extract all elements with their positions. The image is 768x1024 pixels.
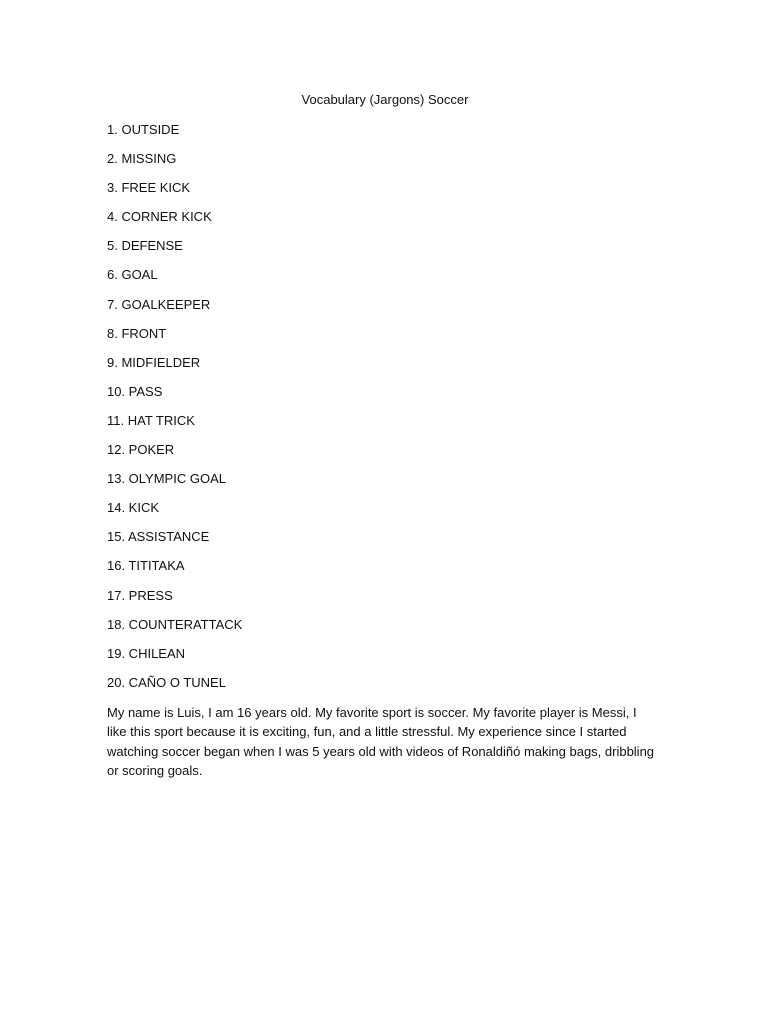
- vocabulary-item: 16. TITITAKA: [107, 558, 185, 574]
- vocabulary-item: 15. ASSISTANCE: [107, 529, 210, 545]
- body-paragraph: My name is Luis, I am 16 years old. My favorite sport is soccer. My favorite player is Messi, I like this sport because it is exciting, fun, and a little stressful. My experience since I started watching soccer began when I was 5 years old with videos of Ronaldiñó making bags, dribbling or scoring goals.: [107, 705, 655, 778]
- vocabulary-item: 9. MIDFIELDER: [107, 354, 201, 370]
- vocabulary-item: 4. CORNER KICK: [107, 209, 212, 225]
- vocabulary-item: 5. DEFENSE: [107, 238, 183, 254]
- vocabulary-item: 14. KICK: [107, 500, 160, 516]
- vocabulary-item: 10. PASS: [107, 383, 163, 399]
- vocabulary-item: 8. FRONT: [107, 325, 167, 341]
- vocabulary-item: 19. CHILEAN: [107, 645, 186, 661]
- vocabulary-item: 20. CAÑO O TUNEL: [107, 674, 226, 690]
- vocabulary-item: 7. GOALKEEPER: [107, 296, 211, 312]
- vocabulary-item: 17. PRESS: [107, 587, 173, 603]
- vocabulary-item: 2. MISSING: [107, 151, 177, 167]
- document-title: Vocabulary (Jargons) Soccer: [301, 92, 469, 107]
- vocabulary-item: 1. OUTSIDE: [107, 122, 180, 137]
- vocabulary-item: 6. GOAL: [107, 267, 158, 283]
- vocabulary-item: 11. HAT TRICK: [107, 412, 195, 428]
- vocabulary-list: [107, 121, 242, 703]
- vocabulary-item: 3. FREE KICK: [107, 180, 191, 196]
- vocabulary-item: 18. COUNTERATTACK: [107, 616, 243, 632]
- vocabulary-item: 12. POKER: [107, 442, 175, 458]
- vocabulary-item: 13. OLYMPIC GOAL: [107, 471, 226, 487]
